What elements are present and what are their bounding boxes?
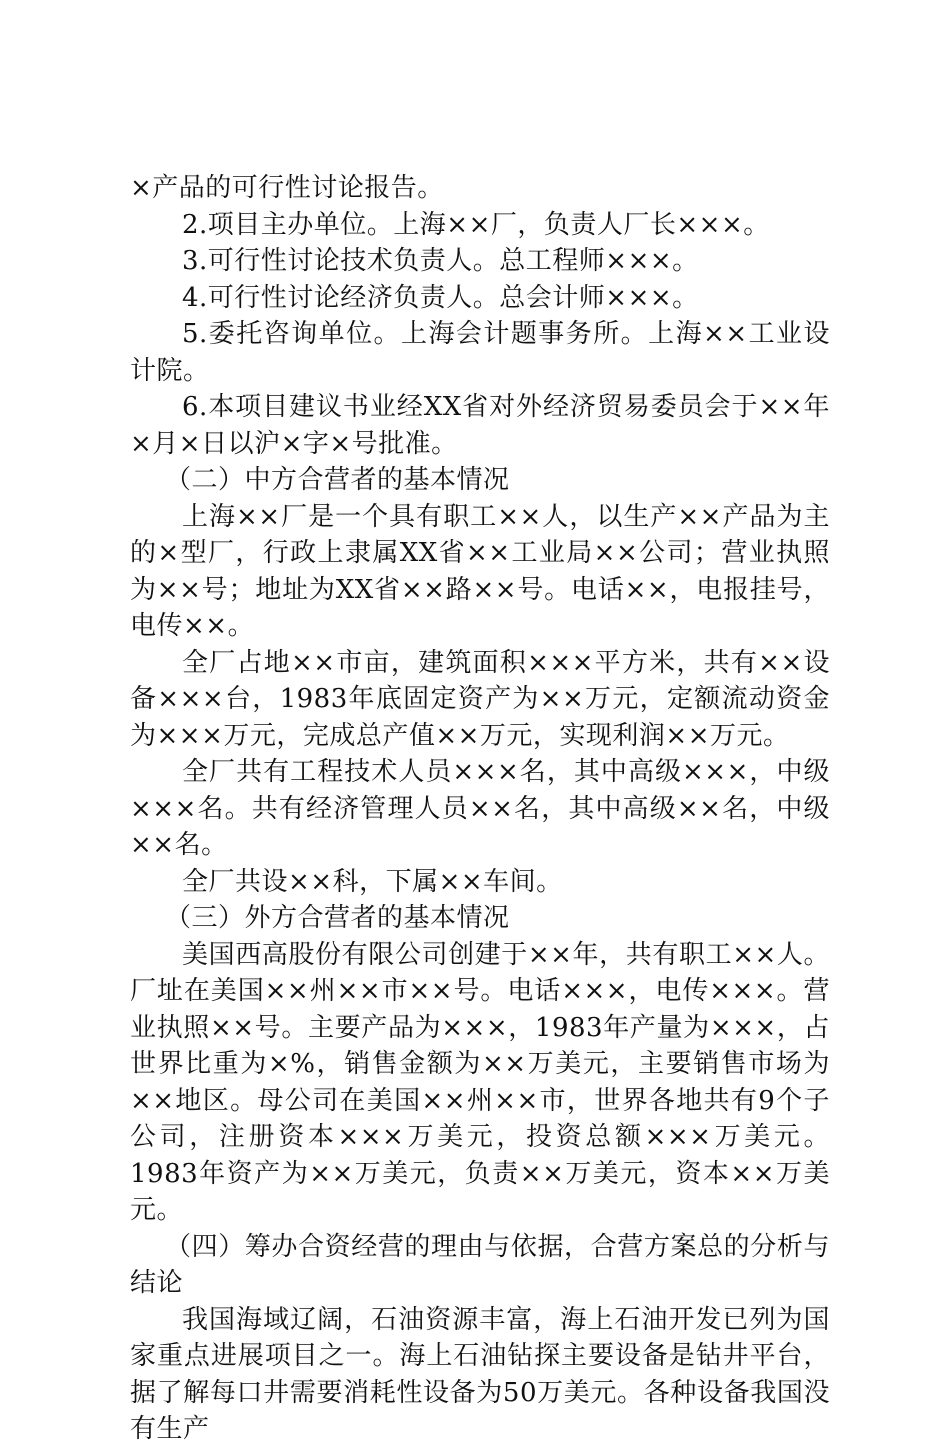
- paragraph-technical-lead: 3.可行性讨论技术负责人。总工程师×××。: [182, 246, 699, 276]
- section-heading-rationale: （四）筹办合资经营的理由与依据，合营方案总的分析与结论: [130, 1231, 830, 1298]
- section-heading-foreign-partner: （三）外方合营者的基本情况: [165, 903, 510, 933]
- paragraph-consulting-unit: 5.委托咨询单位。上海会计题事务所。上海××工业设计院。: [130, 319, 830, 386]
- paragraph-chinese-partner-departments: 全厂共设××科，下属××车间。: [182, 866, 563, 897]
- document-page: [130, 170, 830, 1448]
- paragraph-product-report: ×产品的可行性讨论报告。: [130, 173, 444, 203]
- paragraph-chinese-partner-assets: 全厂占地××市亩，建筑面积×××平方米，共有××设备×××台，1983年底固定资产为××万元，定额流动资金为×××万元，完成总产值××万元，实现利润××万元。: [130, 647, 830, 751]
- paragraph-chinese-partner-staff: 全厂共有工程技术人员×××名，其中高级×××，中级×××名。共有经济管理人员××名，其中高级××名，中级××名。: [130, 757, 830, 860]
- paragraph-approval: 6.本项目建议书业经XX省对外经济贸易委员会于××年×月×日以沪×字×号批准。: [130, 392, 830, 459]
- paragraph-rationale: 我国海域辽阔，石油资源丰富，海上石油开发已列为国家重点进展项目之一。海上石油钻探主要设备是钻井平台，据了解每口井需要消耗性设备为50万美元。各种设备我国没有生产: [130, 1304, 830, 1444]
- paragraph-economic-lead: 4.可行性讨论经济负责人。总会计师×××。: [182, 282, 699, 313]
- section-heading-chinese-partner: （二）中方合营者的基本情况: [165, 465, 510, 495]
- paragraph-chinese-partner-overview: 上海××厂是一个具有职工××人，以生产××产品为主的×型厂，行政上隶属XX省××工业局××公司；营业执照为××号；地址为XX省××路××号。电话××，电报挂号，电传××。: [130, 501, 830, 641]
- paragraph-sponsor-unit: 2.项目主办单位。上海××厂，负责人厂长×××。: [182, 209, 770, 240]
- paragraph-foreign-partner-overview: 美国西高股份有限公司创建于××年，共有职工××人。厂址在美国××州××市××号。电话×××，电传×××。营业执照××号。主要产品为×××，1983年产量为×××，占世界比重为×%，销售金额为××万美元，主要销售市场为××地区。母公司在美国××州××市，世界各地共有9个子公司，注册资本×××万美元，投资总额×××万美元。1983年资产为××万美元，负责××万美元，资本××万美元。: [130, 939, 830, 1225]
